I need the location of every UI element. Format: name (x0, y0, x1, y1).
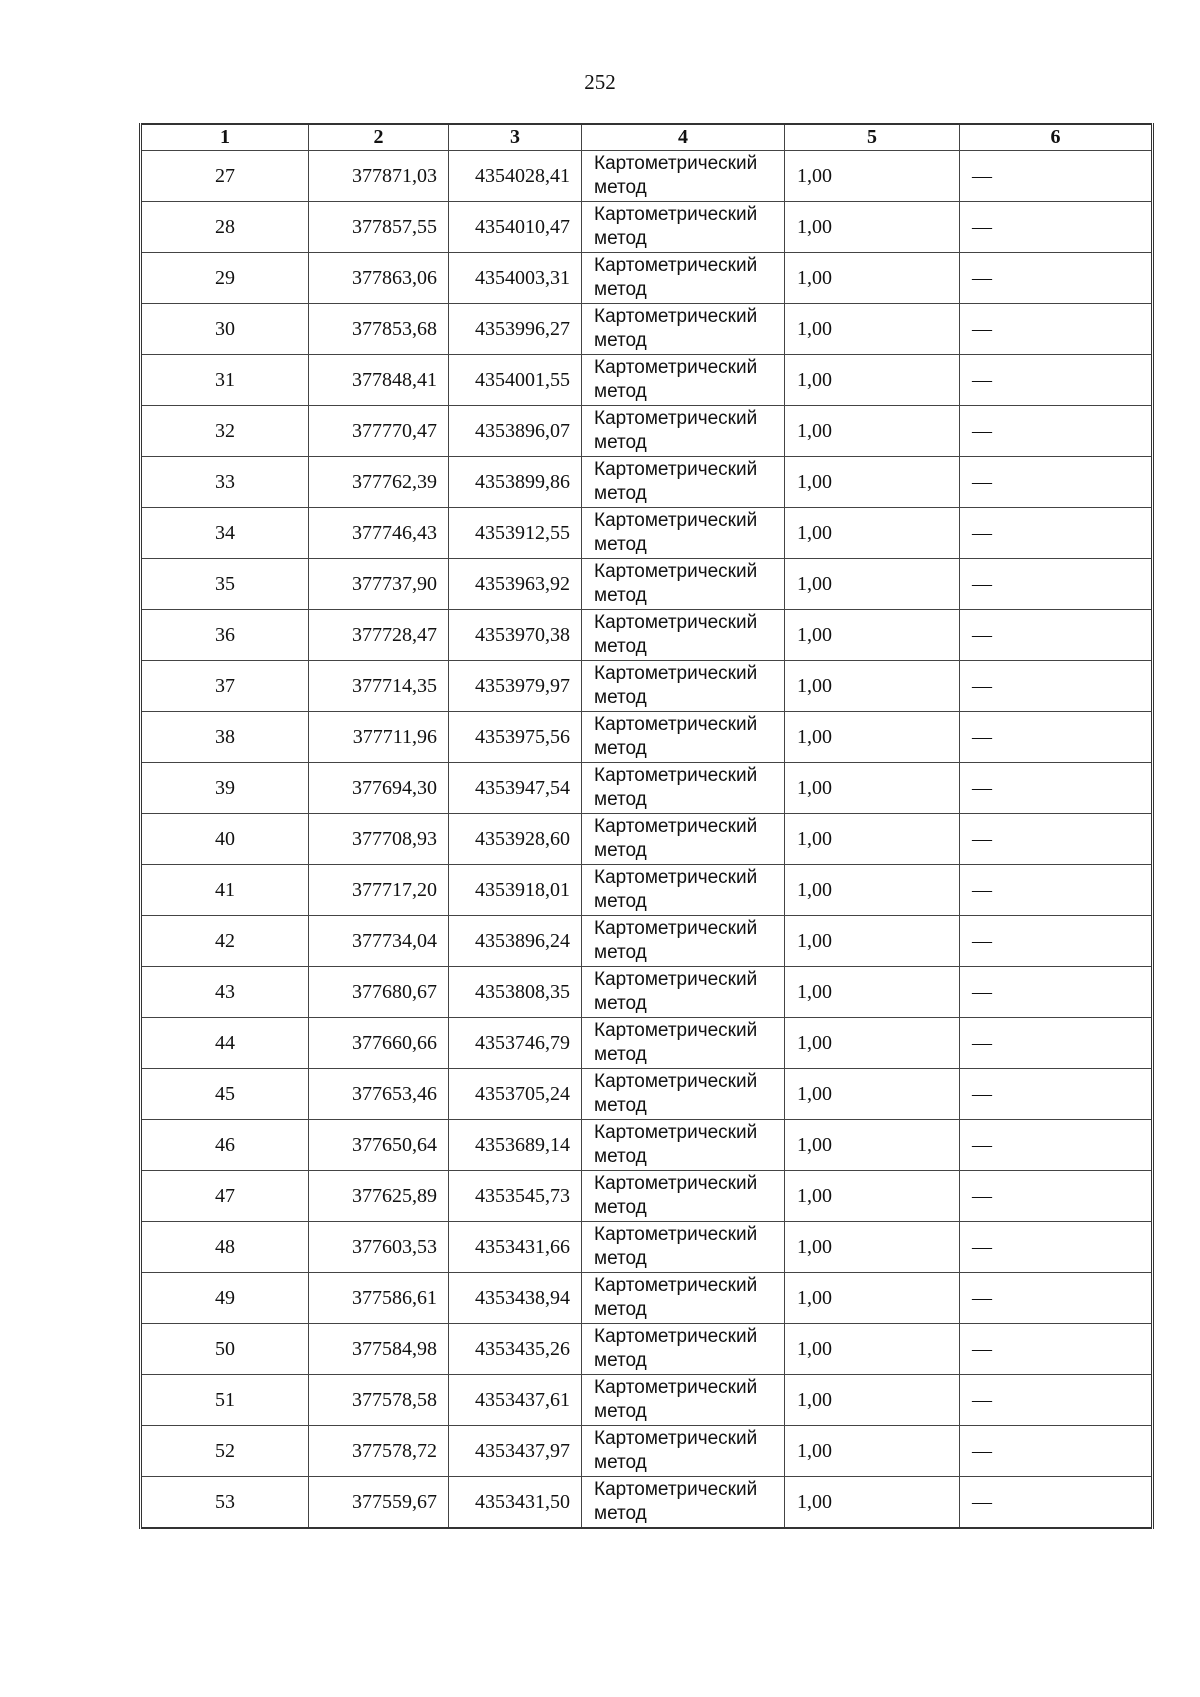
x-coordinate-cell: 377853,68 (309, 304, 449, 355)
x-coordinate-cell: 377603,53 (309, 1222, 449, 1273)
method-cell (582, 1171, 785, 1222)
table-row (141, 202, 1153, 253)
method-cell (582, 814, 785, 865)
point-number-cell: 45 (141, 1069, 309, 1120)
method-cell (582, 1324, 785, 1375)
note-cell: — (960, 1120, 1153, 1171)
method-cell (582, 712, 785, 763)
note-cell: — (960, 916, 1153, 967)
method-line-1: Картометрический (594, 1275, 758, 1296)
x-coordinate-cell: 377680,67 (309, 967, 449, 1018)
method-line-2: метод (594, 840, 647, 861)
coordinates-table (139, 123, 1154, 1529)
point-number-cell: 52 (141, 1426, 309, 1477)
method-line-1: Картометрический (594, 918, 758, 939)
method-cell (582, 151, 785, 202)
method-line-1: Картометрический (594, 663, 758, 684)
note-cell: — (960, 151, 1153, 202)
coordinates-table-container (139, 123, 1151, 1529)
method-cell (582, 508, 785, 559)
note-cell: — (960, 457, 1153, 508)
accuracy-cell: 1,00 (785, 1222, 960, 1273)
method-line-2: метод (594, 687, 647, 708)
y-coordinate-cell: 4353435,26 (449, 1324, 582, 1375)
accuracy-cell: 1,00 (785, 916, 960, 967)
point-number-cell: 47 (141, 1171, 309, 1222)
y-coordinate-cell: 4353996,27 (449, 304, 582, 355)
method-cell (582, 1069, 785, 1120)
method-cell (582, 865, 785, 916)
point-number-cell: 30 (141, 304, 309, 355)
column-header-5: 5 (785, 124, 960, 151)
method-line-2: метод (594, 636, 647, 657)
accuracy-cell: 1,00 (785, 712, 960, 763)
note-cell: — (960, 253, 1153, 304)
point-number-cell: 38 (141, 712, 309, 763)
x-coordinate-cell: 377559,67 (309, 1477, 449, 1529)
point-number-cell: 34 (141, 508, 309, 559)
note-cell: — (960, 865, 1153, 916)
method-cell (582, 559, 785, 610)
method-cell (582, 967, 785, 1018)
table-row (141, 865, 1153, 916)
y-coordinate-cell: 4353896,07 (449, 406, 582, 457)
note-cell: — (960, 355, 1153, 406)
accuracy-cell: 1,00 (785, 865, 960, 916)
note-cell: — (960, 1018, 1153, 1069)
table-row (141, 967, 1153, 1018)
method-line-1: Картометрический (594, 1224, 758, 1245)
accuracy-cell: 1,00 (785, 304, 960, 355)
y-coordinate-cell: 4353437,61 (449, 1375, 582, 1426)
y-coordinate-cell: 4353979,97 (449, 661, 582, 712)
method-line-2: метод (594, 1503, 647, 1524)
x-coordinate-cell: 377650,64 (309, 1120, 449, 1171)
method-cell (582, 916, 785, 967)
method-cell (582, 1018, 785, 1069)
note-cell: — (960, 406, 1153, 457)
note-cell: — (960, 559, 1153, 610)
method-line-2: метод (594, 738, 647, 759)
x-coordinate-cell: 377625,89 (309, 1171, 449, 1222)
y-coordinate-cell: 4353689,14 (449, 1120, 582, 1171)
column-header-4: 4 (582, 124, 785, 151)
method-line-1: Картометрический (594, 357, 758, 378)
point-number-cell: 49 (141, 1273, 309, 1324)
y-coordinate-cell: 4353918,01 (449, 865, 582, 916)
method-cell (582, 1222, 785, 1273)
table-row (141, 661, 1153, 712)
method-line-2: метод (594, 330, 647, 351)
y-coordinate-cell: 4353438,94 (449, 1273, 582, 1324)
method-line-1: Картометрический (594, 1428, 758, 1449)
method-line-1: Картометрический (594, 1173, 758, 1194)
table-row (141, 1375, 1153, 1426)
point-number-cell: 48 (141, 1222, 309, 1273)
method-line-1: Картометрический (594, 612, 758, 633)
note-cell: — (960, 202, 1153, 253)
note-cell: — (960, 1375, 1153, 1426)
table-row (141, 253, 1153, 304)
method-line-1: Картометрический (594, 765, 758, 786)
accuracy-cell: 1,00 (785, 1069, 960, 1120)
table-row (141, 1426, 1153, 1477)
y-coordinate-cell: 4353963,92 (449, 559, 582, 610)
x-coordinate-cell: 377694,30 (309, 763, 449, 814)
method-line-1: Картометрический (594, 867, 758, 888)
y-coordinate-cell: 4353545,73 (449, 1171, 582, 1222)
x-coordinate-cell: 377728,47 (309, 610, 449, 661)
x-coordinate-cell: 377653,46 (309, 1069, 449, 1120)
table-row (141, 1477, 1153, 1529)
y-coordinate-cell: 4354010,47 (449, 202, 582, 253)
method-line-2: метод (594, 942, 647, 963)
x-coordinate-cell: 377734,04 (309, 916, 449, 967)
y-coordinate-cell: 4354003,31 (449, 253, 582, 304)
point-number-cell: 37 (141, 661, 309, 712)
page-number: 252 (584, 70, 616, 94)
x-coordinate-cell: 377871,03 (309, 151, 449, 202)
table-row (141, 559, 1153, 610)
table-row (141, 508, 1153, 559)
note-cell: — (960, 1426, 1153, 1477)
y-coordinate-cell: 4354028,41 (449, 151, 582, 202)
method-line-2: метод (594, 1452, 647, 1473)
y-coordinate-cell: 4353975,56 (449, 712, 582, 763)
point-number-cell: 40 (141, 814, 309, 865)
point-number-cell: 29 (141, 253, 309, 304)
column-header-1: 1 (141, 124, 309, 151)
accuracy-cell: 1,00 (785, 1477, 960, 1529)
table-row (141, 151, 1153, 202)
accuracy-cell: 1,00 (785, 1171, 960, 1222)
accuracy-cell: 1,00 (785, 253, 960, 304)
method-cell (582, 610, 785, 661)
point-number-cell: 50 (141, 1324, 309, 1375)
x-coordinate-cell: 377711,96 (309, 712, 449, 763)
method-line-2: метод (594, 1197, 647, 1218)
table-row (141, 610, 1153, 661)
method-cell (582, 406, 785, 457)
method-cell (582, 1273, 785, 1324)
method-cell (582, 1426, 785, 1477)
point-number-cell: 33 (141, 457, 309, 508)
method-line-1: Картометрический (594, 1020, 758, 1041)
table-row (141, 1324, 1153, 1375)
accuracy-cell: 1,00 (785, 559, 960, 610)
method-cell (582, 355, 785, 406)
column-header-3: 3 (449, 124, 582, 151)
method-line-2: метод (594, 891, 647, 912)
point-number-cell: 51 (141, 1375, 309, 1426)
method-line-2: метод (594, 381, 647, 402)
note-cell: — (960, 1171, 1153, 1222)
note-cell: — (960, 610, 1153, 661)
x-coordinate-cell: 377586,61 (309, 1273, 449, 1324)
accuracy-cell: 1,00 (785, 1018, 960, 1069)
table-row (141, 1120, 1153, 1171)
note-cell: — (960, 814, 1153, 865)
method-line-1: Картометрический (594, 816, 758, 837)
accuracy-cell: 1,00 (785, 355, 960, 406)
point-number-cell: 46 (141, 1120, 309, 1171)
note-cell: — (960, 661, 1153, 712)
method-line-1: Картометрический (594, 714, 758, 735)
accuracy-cell: 1,00 (785, 610, 960, 661)
y-coordinate-cell: 4353746,79 (449, 1018, 582, 1069)
method-line-2: метод (594, 1299, 647, 1320)
x-coordinate-cell: 377863,06 (309, 253, 449, 304)
point-number-cell: 53 (141, 1477, 309, 1529)
x-coordinate-cell: 377762,39 (309, 457, 449, 508)
method-line-1: Картометрический (594, 408, 758, 429)
point-number-cell: 44 (141, 1018, 309, 1069)
method-cell (582, 1120, 785, 1171)
accuracy-cell: 1,00 (785, 202, 960, 253)
table-row (141, 1222, 1153, 1273)
table-row (141, 1171, 1153, 1222)
method-cell (582, 763, 785, 814)
accuracy-cell: 1,00 (785, 967, 960, 1018)
y-coordinate-cell: 4353928,60 (449, 814, 582, 865)
method-cell (582, 1477, 785, 1529)
method-line-1: Картометрический (594, 1326, 758, 1347)
x-coordinate-cell: 377578,72 (309, 1426, 449, 1477)
method-line-2: метод (594, 1401, 647, 1422)
note-cell: — (960, 1324, 1153, 1375)
accuracy-cell: 1,00 (785, 814, 960, 865)
table-row (141, 712, 1153, 763)
note-cell: — (960, 763, 1153, 814)
y-coordinate-cell: 4353437,97 (449, 1426, 582, 1477)
y-coordinate-cell: 4353899,86 (449, 457, 582, 508)
point-number-cell: 28 (141, 202, 309, 253)
method-line-2: метод (594, 279, 647, 300)
table-header (141, 124, 1153, 151)
y-coordinate-cell: 4353705,24 (449, 1069, 582, 1120)
x-coordinate-cell: 377857,55 (309, 202, 449, 253)
x-coordinate-cell: 377737,90 (309, 559, 449, 610)
point-number-cell: 27 (141, 151, 309, 202)
table-row (141, 1018, 1153, 1069)
method-line-2: метод (594, 1044, 647, 1065)
x-coordinate-cell: 377708,93 (309, 814, 449, 865)
note-cell: — (960, 712, 1153, 763)
table-row (141, 304, 1153, 355)
table-row (141, 355, 1153, 406)
accuracy-cell: 1,00 (785, 661, 960, 712)
y-coordinate-cell: 4353431,66 (449, 1222, 582, 1273)
method-cell (582, 253, 785, 304)
table-row (141, 457, 1153, 508)
table-row (141, 1069, 1153, 1120)
note-cell: — (960, 1222, 1153, 1273)
accuracy-cell: 1,00 (785, 1426, 960, 1477)
method-line-1: Картометрический (594, 306, 758, 327)
method-line-2: метод (594, 177, 647, 198)
header-row (141, 124, 1153, 151)
method-line-2: метод (594, 1248, 647, 1269)
accuracy-cell: 1,00 (785, 1273, 960, 1324)
x-coordinate-cell: 377770,47 (309, 406, 449, 457)
method-line-1: Картометрический (594, 969, 758, 990)
note-cell: — (960, 304, 1153, 355)
method-line-1: Картометрический (594, 459, 758, 480)
y-coordinate-cell: 4353912,55 (449, 508, 582, 559)
x-coordinate-cell: 377714,35 (309, 661, 449, 712)
point-number-cell: 35 (141, 559, 309, 610)
y-coordinate-cell: 4354001,55 (449, 355, 582, 406)
table-body (141, 151, 1153, 1529)
method-line-1: Картометрический (594, 1071, 758, 1092)
table-row (141, 814, 1153, 865)
y-coordinate-cell: 4353947,54 (449, 763, 582, 814)
method-line-2: метод (594, 228, 647, 249)
note-cell: — (960, 508, 1153, 559)
method-line-2: метод (594, 1095, 647, 1116)
point-number-cell: 42 (141, 916, 309, 967)
method-line-1: Картометрический (594, 510, 758, 531)
method-cell (582, 1375, 785, 1426)
point-number-cell: 41 (141, 865, 309, 916)
point-number-cell: 43 (141, 967, 309, 1018)
table-row (141, 763, 1153, 814)
x-coordinate-cell: 377584,98 (309, 1324, 449, 1375)
method-cell (582, 661, 785, 712)
x-coordinate-cell: 377660,66 (309, 1018, 449, 1069)
accuracy-cell: 1,00 (785, 508, 960, 559)
point-number-cell: 39 (141, 763, 309, 814)
method-cell (582, 457, 785, 508)
note-cell: — (960, 1069, 1153, 1120)
method-line-2: метод (594, 432, 647, 453)
method-line-1: Картометрический (594, 1479, 758, 1500)
method-line-2: метод (594, 1350, 647, 1371)
accuracy-cell: 1,00 (785, 763, 960, 814)
accuracy-cell: 1,00 (785, 151, 960, 202)
method-line-2: метод (594, 585, 647, 606)
note-cell: — (960, 967, 1153, 1018)
accuracy-cell: 1,00 (785, 1120, 960, 1171)
method-line-1: Картометрический (594, 153, 758, 174)
column-header-2: 2 (309, 124, 449, 151)
method-line-2: метод (594, 1146, 647, 1167)
note-cell: — (960, 1273, 1153, 1324)
accuracy-cell: 1,00 (785, 1324, 960, 1375)
method-line-2: метод (594, 534, 647, 555)
x-coordinate-cell: 377717,20 (309, 865, 449, 916)
point-number-cell: 32 (141, 406, 309, 457)
x-coordinate-cell: 377848,41 (309, 355, 449, 406)
note-cell: — (960, 1477, 1153, 1529)
point-number-cell: 31 (141, 355, 309, 406)
column-header-6: 6 (960, 124, 1153, 151)
table-row (141, 406, 1153, 457)
method-cell (582, 304, 785, 355)
method-line-2: метод (594, 483, 647, 504)
y-coordinate-cell: 4353808,35 (449, 967, 582, 1018)
y-coordinate-cell: 4353970,38 (449, 610, 582, 661)
method-line-2: метод (594, 789, 647, 810)
y-coordinate-cell: 4353896,24 (449, 916, 582, 967)
method-line-1: Картометрический (594, 255, 758, 276)
point-number-cell: 36 (141, 610, 309, 661)
method-line-1: Картометрический (594, 204, 758, 225)
x-coordinate-cell: 377746,43 (309, 508, 449, 559)
method-line-1: Картометрический (594, 561, 758, 582)
method-line-1: Картометрический (594, 1377, 758, 1398)
table-row (141, 1273, 1153, 1324)
accuracy-cell: 1,00 (785, 1375, 960, 1426)
method-line-2: метод (594, 993, 647, 1014)
accuracy-cell: 1,00 (785, 406, 960, 457)
method-cell (582, 202, 785, 253)
table-row (141, 916, 1153, 967)
x-coordinate-cell: 377578,58 (309, 1375, 449, 1426)
method-line-1: Картометрический (594, 1122, 758, 1143)
y-coordinate-cell: 4353431,50 (449, 1477, 582, 1529)
accuracy-cell: 1,00 (785, 457, 960, 508)
